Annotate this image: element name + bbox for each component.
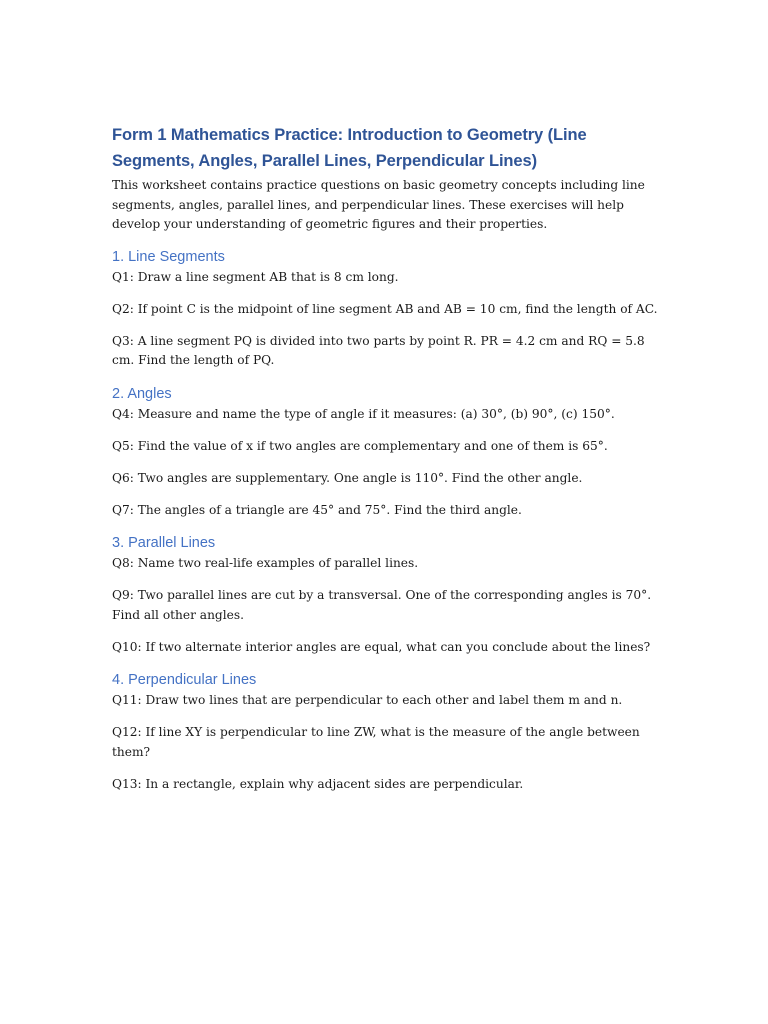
document-page [112, 122, 660, 794]
question-item: Q7: The angles of a triangle are 45° and 75°. Find the third angle. [112, 502, 522, 517]
question-item: Q6: Two angles are supplementary. One angle is 110°. Find the other angle. [112, 470, 583, 485]
section-perpendicular-lines [112, 669, 660, 794]
section-heading: 3. Parallel Lines [112, 535, 216, 551]
question-item: Q4: Measure and name the type of angle if it measures: (a) 30°, (b) 90°, (c) 150°. [112, 406, 615, 421]
question-item: Q13: In a rectangle, explain why adjacent sides are perpendicular. [112, 776, 524, 791]
question-item: Q1: Draw a line segment AB that is 8 cm long. [112, 269, 399, 284]
section-line-segments [112, 246, 660, 371]
section-heading: 1. Line Segments [112, 248, 225, 265]
question-item: Q12: If line XY is perpendicular to line ZW, what is the measure of the angle between them? [112, 725, 640, 759]
intro-paragraph: This worksheet contains practice questions on basic geometry concepts including line segments, angles, parallel lines, and perpendicular lines. These exercises will help develop your understanding of geometric figures and their properties. [112, 178, 645, 231]
question-item: Q2: If point C is the midpoint of line segment AB and AB = 10 cm, find the length of AC. [112, 301, 658, 316]
question-item: Q9: Two parallel lines are cut by a transversal. One of the corresponding angles is 70°. Find all other angles. [112, 588, 652, 622]
section-heading: 4. Perpendicular Lines [112, 672, 257, 688]
section-parallel-lines [112, 532, 660, 657]
question-item: Q11: Draw two lines that are perpendicular to each other and label them m and n. [112, 693, 623, 707]
section-heading: 2. Angles [112, 385, 172, 402]
section-angles [112, 383, 660, 521]
question-item: Q8: Name two real-life examples of parallel lines. [112, 556, 419, 570]
question-item: Q10: If two alternate interior angles are equal, what can you conclude about the lines? [112, 639, 651, 654]
question-item: Q5: Find the value of x if two angles are complementary and one of them is 65°. [112, 438, 608, 453]
document-title: Form 1 Mathematics Practice: Introduction to Geometry (Line Segments, Angles, Parallel Lines, Perpendicular Lines) [112, 126, 587, 170]
question-item: Q3: A line segment PQ is divided into two parts by point R. PR = 4.2 cm and RQ = 5.8 cm. Find the length of PQ. [112, 333, 645, 367]
